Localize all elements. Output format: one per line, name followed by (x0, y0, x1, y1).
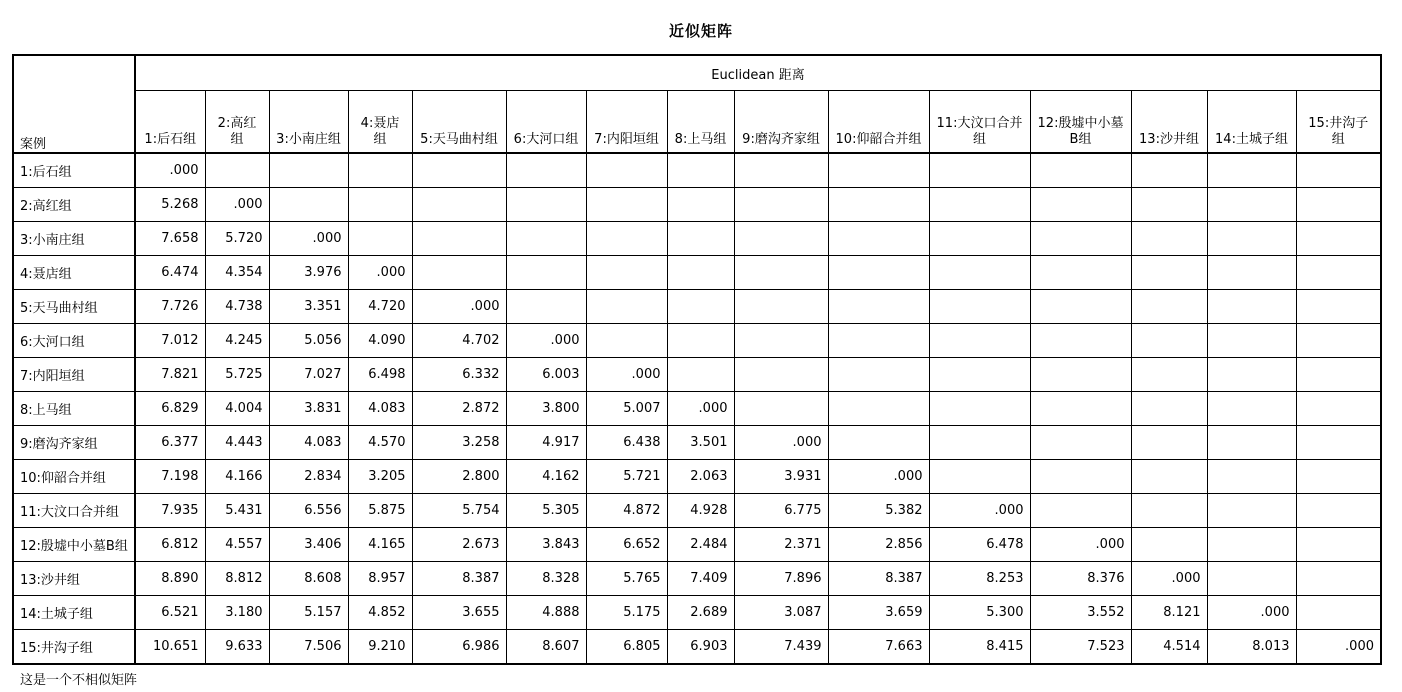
table-cell (506, 256, 586, 290)
table-cell (929, 460, 1030, 494)
table-cell (1131, 324, 1207, 358)
table-cell (586, 222, 667, 256)
column-header: 13:沙井组 (1131, 91, 1207, 154)
table-cell (828, 256, 929, 290)
table-cell: 3.655 (412, 596, 506, 630)
table-cell (269, 188, 348, 222)
table-cell: 6.438 (586, 426, 667, 460)
table-cell: 3.976 (269, 256, 348, 290)
table-cell (734, 290, 828, 324)
table-cell: 2.063 (667, 460, 734, 494)
table-cell: 4.872 (586, 494, 667, 528)
table-cell: .000 (828, 460, 929, 494)
table-cell: .000 (929, 494, 1030, 528)
table-cell: 4.083 (348, 392, 412, 426)
table-cell: 8.387 (828, 562, 929, 596)
table-cell: 8.957 (348, 562, 412, 596)
table-cell (1296, 494, 1381, 528)
table-cell (1296, 562, 1381, 596)
table-cell: .000 (205, 188, 269, 222)
table-cell (506, 188, 586, 222)
table-cell (1207, 494, 1296, 528)
table-cell: 7.726 (135, 290, 205, 324)
table-cell: 6.474 (135, 256, 205, 290)
table-cell: 4.702 (412, 324, 506, 358)
table-cell: 4.888 (506, 596, 586, 630)
table-cell: 2.856 (828, 528, 929, 562)
table-cell (1296, 426, 1381, 460)
table-cell: 5.754 (412, 494, 506, 528)
table-cell (667, 256, 734, 290)
column-header: 9:磨沟齐家组 (734, 91, 828, 154)
table-cell: 4.083 (269, 426, 348, 460)
table-cell (667, 153, 734, 188)
table-cell (734, 392, 828, 426)
table-title: 近似矩阵 (668, 22, 733, 40)
column-header: 1:后石组 (135, 91, 205, 154)
table-cell: 5.007 (586, 392, 667, 426)
table-cell (929, 188, 1030, 222)
table-cell (586, 290, 667, 324)
table-row (13, 528, 1381, 562)
table-cell (1296, 392, 1381, 426)
table-cell (1296, 324, 1381, 358)
table-cell (1131, 153, 1207, 188)
table-cell: 6.652 (586, 528, 667, 562)
table-cell: 3.087 (734, 596, 828, 630)
table-cell (1131, 222, 1207, 256)
table-cell: 4.928 (667, 494, 734, 528)
table-cell (1030, 222, 1131, 256)
table-cell (586, 188, 667, 222)
table-cell (1131, 528, 1207, 562)
table-cell: .000 (1207, 596, 1296, 630)
table-row (13, 358, 1381, 392)
table-cell: 3.501 (667, 426, 734, 460)
table-cell (269, 153, 348, 188)
row-label: 13:沙井组 (13, 562, 135, 596)
table-cell (1030, 392, 1131, 426)
table-cell: 4.165 (348, 528, 412, 562)
table-cell: 8.013 (1207, 630, 1296, 665)
table-cell: 4.166 (205, 460, 269, 494)
column-header: 5:天马曲村组 (412, 91, 506, 154)
table-cell: 4.090 (348, 324, 412, 358)
column-header: 11:大汶口合并组 (929, 91, 1030, 154)
table-cell (1131, 392, 1207, 426)
table-cell: 9.210 (348, 630, 412, 665)
table-cell (586, 256, 667, 290)
table-cell (412, 153, 506, 188)
table-cell: 6.903 (667, 630, 734, 665)
table-cell (1030, 290, 1131, 324)
table-row (13, 324, 1381, 358)
table-row (13, 290, 1381, 324)
table-cell (1207, 358, 1296, 392)
row-label: 8:上马组 (13, 392, 135, 426)
table-cell: 2.834 (269, 460, 348, 494)
table-cell (734, 358, 828, 392)
table-cell: 4.443 (205, 426, 269, 460)
table-cell (1296, 188, 1381, 222)
table-cell (205, 153, 269, 188)
table-cell (586, 324, 667, 358)
table-cell (506, 290, 586, 324)
table-cell: 7.523 (1030, 630, 1131, 665)
table-cell: 2.800 (412, 460, 506, 494)
row-label: 14:土城子组 (13, 596, 135, 630)
row-label: 15:井沟子组 (13, 630, 135, 665)
row-label: 2:高红组 (13, 188, 135, 222)
row-label: 3:小南庄组 (13, 222, 135, 256)
table-cell (828, 358, 929, 392)
table-cell: 5.300 (929, 596, 1030, 630)
row-label: 11:大汶口合并组 (13, 494, 135, 528)
table-cell: 6.556 (269, 494, 348, 528)
table-cell (1296, 153, 1381, 188)
table-cell: 6.812 (135, 528, 205, 562)
table-cell: 3.351 (269, 290, 348, 324)
table-row (13, 562, 1381, 596)
table-cell (1131, 290, 1207, 324)
table-cell: 8.608 (269, 562, 348, 596)
table-cell (1296, 290, 1381, 324)
table-cell: 5.431 (205, 494, 269, 528)
table-cell: 6.478 (929, 528, 1030, 562)
table-cell: 2.484 (667, 528, 734, 562)
row-label: 12:殷墟中小墓B组 (13, 528, 135, 562)
table-cell (1207, 426, 1296, 460)
table-cell: 7.821 (135, 358, 205, 392)
table-cell: .000 (412, 290, 506, 324)
table-cell (1030, 324, 1131, 358)
table-cell: 5.056 (269, 324, 348, 358)
table-cell: 4.557 (205, 528, 269, 562)
table-row (13, 222, 1381, 256)
table-cell (929, 324, 1030, 358)
table-cell: 9.633 (205, 630, 269, 665)
table-cell: 6.775 (734, 494, 828, 528)
table-cell (929, 256, 1030, 290)
table-cell (1296, 596, 1381, 630)
table-cell (1131, 494, 1207, 528)
table-cell: .000 (667, 392, 734, 426)
table-cell (1030, 153, 1131, 188)
table-cell: 6.498 (348, 358, 412, 392)
table-cell: 7.012 (135, 324, 205, 358)
table-cell: 3.831 (269, 392, 348, 426)
table-cell (734, 324, 828, 358)
table-cell (929, 358, 1030, 392)
table-cell: 7.896 (734, 562, 828, 596)
table-cell (667, 324, 734, 358)
table-cell (828, 222, 929, 256)
table-cell: 5.305 (506, 494, 586, 528)
footnote: 这是一个不相似矩阵 (20, 673, 138, 688)
table-cell: 4.514 (1131, 630, 1207, 665)
table-cell: 6.829 (135, 392, 205, 426)
table-cell (348, 153, 412, 188)
table-cell: 8.328 (506, 562, 586, 596)
table-cell: .000 (269, 222, 348, 256)
table-cell: 3.205 (348, 460, 412, 494)
table-cell: 7.663 (828, 630, 929, 665)
table-cell (828, 324, 929, 358)
table-cell: 3.931 (734, 460, 828, 494)
table-cell: 7.506 (269, 630, 348, 665)
column-header-row (13, 91, 1381, 154)
table-cell: 4.570 (348, 426, 412, 460)
table-cell (1207, 290, 1296, 324)
proximity-matrix-table (12, 54, 1382, 665)
table-cell: 4.738 (205, 290, 269, 324)
table-cell (828, 188, 929, 222)
table-cell (506, 222, 586, 256)
matrix-body (13, 153, 1381, 664)
table-cell (929, 392, 1030, 426)
column-header: 3:小南庄组 (269, 91, 348, 154)
table-cell (1207, 324, 1296, 358)
table-cell: 8.415 (929, 630, 1030, 665)
table-cell (1131, 358, 1207, 392)
table-cell: 4.354 (205, 256, 269, 290)
table-cell (734, 153, 828, 188)
table-cell (734, 222, 828, 256)
table-cell (828, 426, 929, 460)
table-row (13, 494, 1381, 528)
column-header: 2:高红组 (205, 91, 269, 154)
table-cell (667, 188, 734, 222)
table-cell (1131, 426, 1207, 460)
table-cell (929, 153, 1030, 188)
row-label: 7:内阳垣组 (13, 358, 135, 392)
table-cell (1207, 188, 1296, 222)
table-cell: 5.382 (828, 494, 929, 528)
table-cell (1296, 256, 1381, 290)
table-cell: 3.800 (506, 392, 586, 426)
table-cell (412, 222, 506, 256)
table-cell (734, 256, 828, 290)
table-cell (929, 290, 1030, 324)
table-cell: 2.371 (734, 528, 828, 562)
table-cell: .000 (1030, 528, 1131, 562)
case-column-header: 案例 (13, 55, 135, 153)
table-cell: 5.765 (586, 562, 667, 596)
table-cell (1207, 562, 1296, 596)
table-cell: .000 (1131, 562, 1207, 596)
table-cell: 7.027 (269, 358, 348, 392)
table-cell: 3.406 (269, 528, 348, 562)
table-cell: 5.875 (348, 494, 412, 528)
column-header: 6:大河口组 (506, 91, 586, 154)
table-cell (734, 188, 828, 222)
table-cell: 5.175 (586, 596, 667, 630)
table-cell: 5.157 (269, 596, 348, 630)
table-cell: 4.917 (506, 426, 586, 460)
table-cell (1207, 222, 1296, 256)
row-label: 6:大河口组 (13, 324, 135, 358)
table-cell (586, 153, 667, 188)
table-row (13, 460, 1381, 494)
table-row (13, 392, 1381, 426)
table-row (13, 630, 1381, 665)
table-cell: 3.659 (828, 596, 929, 630)
table-cell (412, 256, 506, 290)
column-header: 10:仰韶合并组 (828, 91, 929, 154)
table-cell (348, 188, 412, 222)
table-cell: 8.890 (135, 562, 205, 596)
table-cell: 3.180 (205, 596, 269, 630)
table-cell (1030, 426, 1131, 460)
table-cell: 7.935 (135, 494, 205, 528)
table-cell (412, 188, 506, 222)
table-cell: 6.003 (506, 358, 586, 392)
table-row (13, 256, 1381, 290)
table-cell: 3.258 (412, 426, 506, 460)
table-cell (667, 222, 734, 256)
table-cell (1207, 256, 1296, 290)
table-cell (1030, 358, 1131, 392)
table-cell: 8.121 (1131, 596, 1207, 630)
table-cell: 4.162 (506, 460, 586, 494)
table-cell: 4.720 (348, 290, 412, 324)
column-header: 14:土城子组 (1207, 91, 1296, 154)
table-cell: .000 (1296, 630, 1381, 665)
table-cell: 6.805 (586, 630, 667, 665)
table-cell (828, 153, 929, 188)
table-cell: 8.376 (1030, 562, 1131, 596)
table-cell: 6.377 (135, 426, 205, 460)
row-label: 9:磨沟齐家组 (13, 426, 135, 460)
table-cell: 3.552 (1030, 596, 1131, 630)
table-row (13, 596, 1381, 630)
table-cell: .000 (586, 358, 667, 392)
table-cell: 6.332 (412, 358, 506, 392)
table-cell: 4.852 (348, 596, 412, 630)
table-cell: 7.198 (135, 460, 205, 494)
table-cell (1030, 494, 1131, 528)
table-cell: 6.521 (135, 596, 205, 630)
table-cell: 8.607 (506, 630, 586, 665)
table-row (13, 153, 1381, 188)
row-label: 10:仰韶合并组 (13, 460, 135, 494)
table-cell (1296, 358, 1381, 392)
table-cell: 4.245 (205, 324, 269, 358)
table-cell: 3.843 (506, 528, 586, 562)
table-cell (1207, 460, 1296, 494)
column-header: 4:聂店组 (348, 91, 412, 154)
table-cell (667, 290, 734, 324)
column-header: 12:殷墟中小墓B组 (1030, 91, 1131, 154)
table-cell: 7.658 (135, 222, 205, 256)
table-cell (1296, 222, 1381, 256)
metric-header: Euclidean 距离 (135, 55, 1381, 91)
table-cell: 6.986 (412, 630, 506, 665)
table-cell: 5.268 (135, 188, 205, 222)
table-cell: 5.721 (586, 460, 667, 494)
table-cell: 5.725 (205, 358, 269, 392)
table-cell (1296, 460, 1381, 494)
table-cell (348, 222, 412, 256)
table-cell (1207, 153, 1296, 188)
table-cell: 7.439 (734, 630, 828, 665)
table-cell (1296, 528, 1381, 562)
table-row (13, 188, 1381, 222)
column-header: 15:井沟子组 (1296, 91, 1381, 154)
table-cell (667, 358, 734, 392)
table-cell (1030, 460, 1131, 494)
row-label: 5:天马曲村组 (13, 290, 135, 324)
table-cell: 2.689 (667, 596, 734, 630)
table-cell: 4.004 (205, 392, 269, 426)
row-label: 4:聂店组 (13, 256, 135, 290)
column-header: 7:内阳垣组 (586, 91, 667, 154)
table-cell (1030, 188, 1131, 222)
table-cell: 8.812 (205, 562, 269, 596)
column-header: 8:上马组 (667, 91, 734, 154)
table-cell: .000 (734, 426, 828, 460)
table-cell: 10.651 (135, 630, 205, 665)
table-cell: .000 (348, 256, 412, 290)
table-cell (1207, 528, 1296, 562)
table-cell: 7.409 (667, 562, 734, 596)
table-cell: 2.673 (412, 528, 506, 562)
table-cell: 5.720 (205, 222, 269, 256)
table-cell (828, 290, 929, 324)
table-cell: 8.387 (412, 562, 506, 596)
table-cell (1030, 256, 1131, 290)
table-row (13, 426, 1381, 460)
metric-header-row (13, 55, 1381, 91)
table-cell (929, 222, 1030, 256)
row-label: 1:后石组 (13, 153, 135, 188)
table-cell (929, 426, 1030, 460)
table-cell (506, 153, 586, 188)
table-cell: 2.872 (412, 392, 506, 426)
table-cell (1131, 460, 1207, 494)
table-cell (1131, 256, 1207, 290)
table-cell (828, 392, 929, 426)
table-cell (1207, 392, 1296, 426)
table-cell (1131, 188, 1207, 222)
table-cell: 8.253 (929, 562, 1030, 596)
table-cell: .000 (506, 324, 586, 358)
table-cell: .000 (135, 153, 205, 188)
